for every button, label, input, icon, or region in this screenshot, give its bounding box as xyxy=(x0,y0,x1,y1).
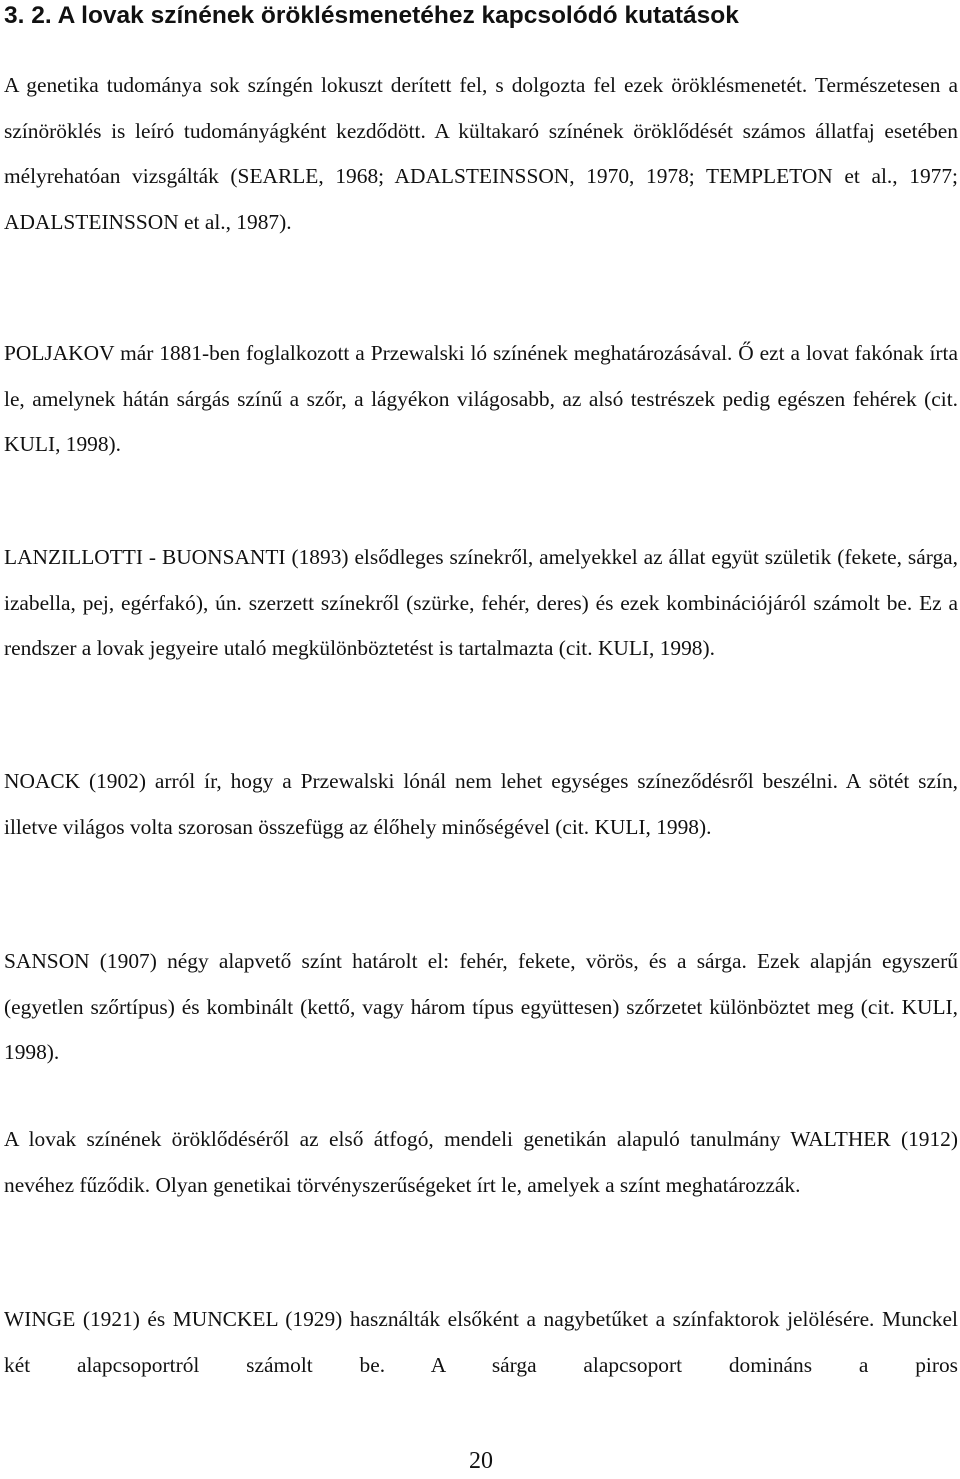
section-heading: 3. 2. A lovak színének öröklésmenetéhez kapcsolódó kutatások xyxy=(4,2,739,29)
paragraph-poljakov: POLJAKOV már 1881-ben foglalkozott a Przewalski ló színének meghatározásával. Ő ezt a lovat fakónak írta le, amelynek hátán sárgás színű a szőr, a lágyékon világosabb, az alsó testrészek pedig egészen fehérek (cit. KULI, 1998). xyxy=(4,341,958,456)
paragraph-winge-munckel: WINGE (1921) és MUNCKEL (1929) használták elsőként a nagybetűket a színfaktorok jelölésére. Munckel két alapcsoportról számolt be. A sárga alapcsoport domináns a piros xyxy=(4,1307,958,1377)
paragraph-lanzillotti: LANZILLOTTI - BUONSANTI (1893) elsődleges színekről, amelyekkel az állat együt születik (fekete, sárga, izabella, pej, egérfakó), ún. szerzett színekről (szürke, fehér, deres) és ezek kombinációjáról számolt be. Ez a rendszer a lovak jegyeire utaló megkülönböztetést is tartalmazta (cit. KULI, 1998). xyxy=(4,545,958,660)
document-page xyxy=(4,0,958,1479)
paragraph-walther: A lovak színének öröklődéséről az első átfogó, mendeli genetikán alapuló tanulmány WALTHER (1912) nevéhez fűződik. Olyan genetikai törvényszerűségeket írt le, amelyek a színt meghatározzák. xyxy=(4,1127,958,1197)
paragraph-noack: NOACK (1902) arról ír, hogy a Przewalski lónál nem lehet egységes színeződésről beszélni. A sötét szín, illetve világos volta szorosan összefügg az élőhely minőségével (cit. KULI, 1998). xyxy=(4,769,958,839)
page-number: 20 xyxy=(469,1448,493,1474)
paragraph-genetics-intro: A genetika tudománya sok színgén lokuszt derített fel, s dolgozta fel ezek öröklésmenetét. Természetesen a színöröklés is leíró tudományágként kezdődött. A kültakaró színének öröklődését számos állatfaj esetében mélyrehatóan vizsgálták (SEARLE, 1968; ADALSTEINSSON, 1970, 1978; TEMPLETON et al., 1977; ADALSTEINSSON et al., 1987). xyxy=(4,73,958,234)
paragraph-sanson: SANSON (1907) négy alapvető színt határolt el: fehér, fekete, vörös, és a sárga. Ezek alapján egyszerű (egyetlen szőrtípus) és kombinált (kettő, vagy három típus együttesen) szőrzetet különböztet meg (cit. KULI, 1998). xyxy=(4,949,958,1064)
